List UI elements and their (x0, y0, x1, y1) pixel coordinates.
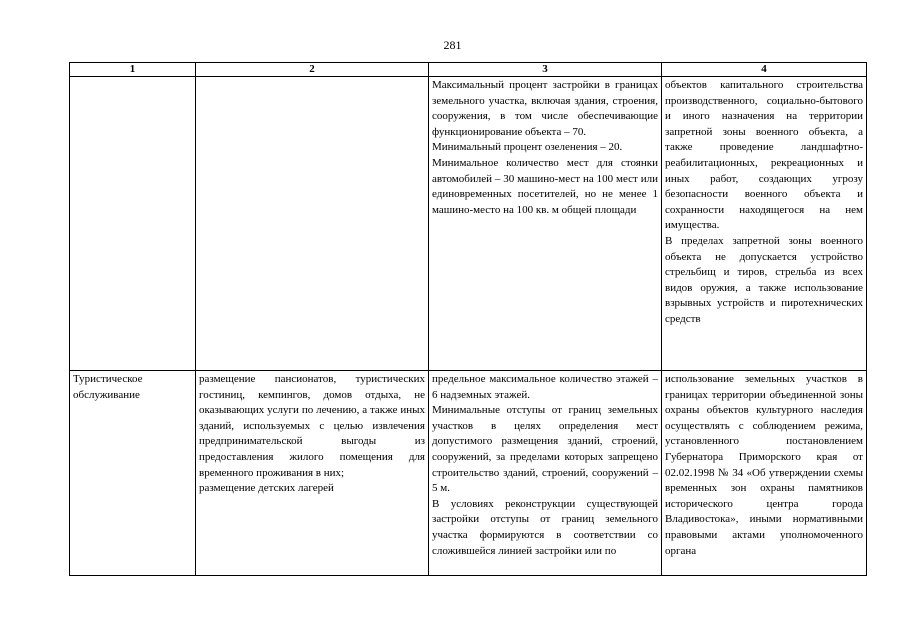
table-header-row (70, 63, 867, 77)
parameter-paragraph: предельное максимальное количество этажей – 6 надземных этажей. (432, 373, 658, 401)
use-description-cell (196, 371, 429, 576)
regulations-table (69, 62, 867, 576)
restriction-paragraph: использование земельных участков в границах территории объединенной зоны охраны объектов культурного наследия осуществлять с соблюдением режима, установленного постановлением Губернатора Приморского края от 02.02.1998 № 34 «Об утверждении схемы временных зон охраны памятников исторического центра города Владивостока», иными нормативными правовыми актами уполномоченного органа (665, 373, 863, 557)
column-header-4: 4 (662, 63, 867, 77)
parameters-cell (429, 371, 662, 576)
use-description-cell (196, 77, 429, 371)
parameter-paragraph: В условиях реконструкции существующей застройки отступы от границ земельного участка формируются в соответствии со сложившейся линией застройки или по (432, 497, 658, 557)
restriction-paragraph: объектов капитального строительства производственного, социально-бытового и иного назначения на территории запретной зоны военного объекта, а также проведение ландшафтно-реабилитационных, рекреационных и иных работ, создающих угрозу безопасности военного объекта и сохранности находящегося на нем имущества. (665, 79, 863, 232)
parameter-paragraph: Максимальный процент застройки в границах земельного участка, включая здания, строения, сооружения, в том числе обеспечивающие функционирование объекта – 70. (432, 79, 658, 138)
table-row (70, 77, 867, 371)
description-paragraph: размещение пансионатов, туристических гостиниц, кемпингов, домов отдыха, не оказывающих услуги по лечению, а также иных зданий, используемых с целью извлечения предпринимательской выгоды из предоставления жилого помещения для временного проживания в них; (199, 373, 425, 479)
restriction-paragraph: В пределах запретной зоны военного объекта не допускается устройство стрельбищ и тиров, стрельба из всех видов оружия, а также использование взрывных устройств и пиротехнических средств (665, 234, 863, 325)
description-paragraph: размещение детских лагерей (199, 482, 334, 495)
parameter-paragraph: Минимальное количество мест для стоянки автомобилей – 30 машино-мест на 100 мест или единовременных посетителей, но не менее 1 машино-место на 100 кв. м общей площади (432, 156, 658, 216)
page-number: 281 (443, 38, 462, 52)
parameters-cell (429, 77, 662, 371)
column-header-3: 3 (429, 63, 662, 77)
use-type-cell (70, 77, 196, 371)
table-row (70, 371, 867, 576)
parameter-paragraph: Минимальные отступы от границ земельных участков в целях определения мест допустимого размещения зданий, строений, сооружений, за пределами которых запрещено строительство зданий, строений, сооружений – 5 м. (432, 404, 658, 495)
use-type-cell: Туристическое обслуживание (70, 371, 196, 576)
restrictions-cell (662, 371, 867, 576)
parameter-paragraph: Минимальный процент озеленения – 20. (432, 141, 623, 154)
column-header-1: 1 (70, 63, 196, 77)
restrictions-cell (662, 77, 867, 371)
column-header-2: 2 (196, 63, 429, 77)
